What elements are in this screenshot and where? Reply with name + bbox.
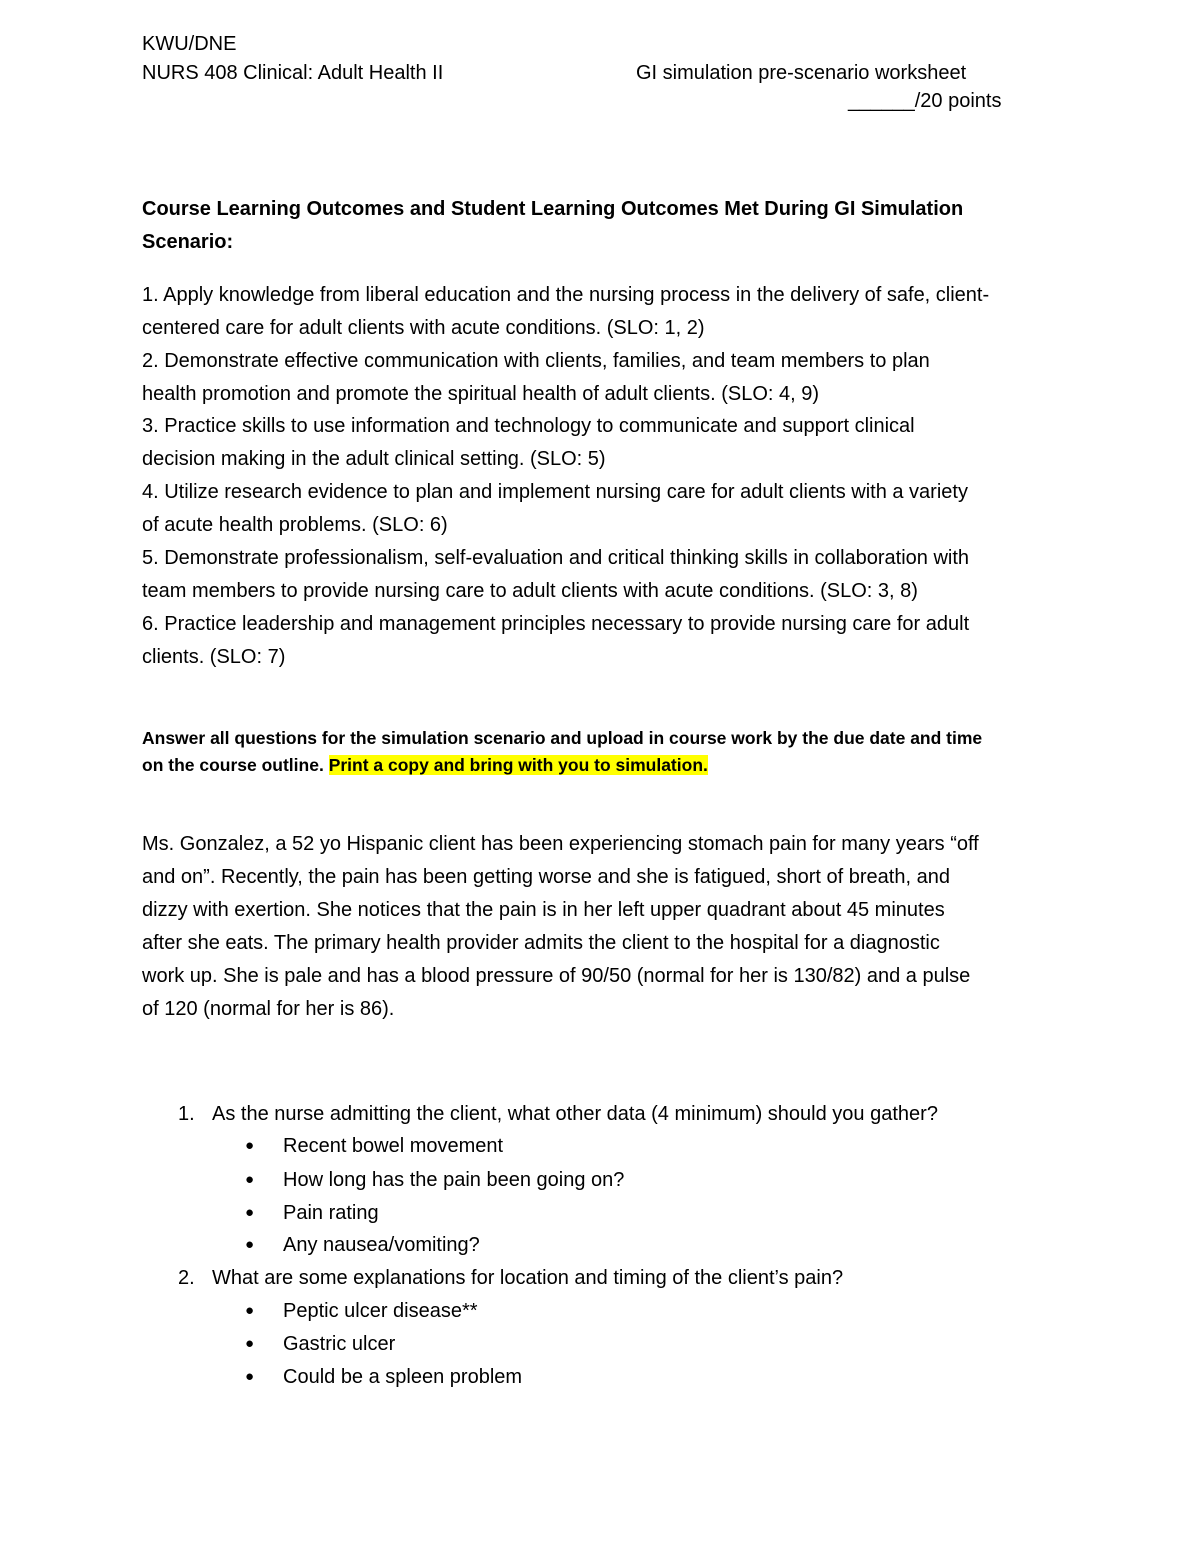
- bullet-icon: ●: [245, 1368, 255, 1385]
- scenario-line: dizzy with exertion. She notices that the pain is in her left upper quadrant about 45 minutes: [142, 899, 945, 921]
- question-text: As the nurse admitting the client, what other data (4 minimum) should you gather?: [212, 1103, 938, 1125]
- outcome-line: health promotion and promote the spiritual health of adult clients. (SLO: 4, 9): [142, 383, 820, 405]
- scenario-line: work up. She is pale and has a blood pressure of 90/50 (normal for her is 130/82) and a pulse: [142, 965, 971, 987]
- outcome-line: 6. Practice leadership and management principles necessary to provide nursing care for adult: [142, 613, 970, 635]
- outcome-line: 5. Demonstrate professionalism, self-evaluation and critical thinking skills in collaboration with: [142, 547, 970, 569]
- scenario-line: of 120 (normal for her is 86).: [142, 998, 395, 1020]
- outcome-line: team members to provide nursing care to adult clients with acute conditions. (SLO: 3, 8): [142, 580, 918, 602]
- header-worksheet-title: GI simulation pre-scenario worksheet: [636, 62, 967, 84]
- outcome-line: decision making in the adult clinical setting. (SLO: 5): [142, 448, 606, 470]
- answer-item: Pain rating: [283, 1202, 379, 1224]
- answer-item: Peptic ulcer disease**: [283, 1300, 478, 1322]
- instructions-text: on the course outline.: [142, 755, 329, 775]
- scenario-line: Ms. Gonzalez, a 52 yo Hispanic client has been experiencing stomach pain for many years “off: [142, 833, 979, 855]
- outcomes-heading-cont: Scenario:: [142, 231, 234, 253]
- header-points: ______/20 points: [848, 90, 1002, 112]
- outcome-line: 3. Practice skills to use information and technology to communicate and support clinical: [142, 415, 915, 437]
- instructions-line-2: [142, 752, 708, 778]
- bullet-icon: ●: [245, 1302, 255, 1319]
- outcome-line: 2. Demonstrate effective communication with clients, families, and team members to plan: [142, 350, 930, 372]
- outcome-line: 1. Apply knowledge from liberal education and the nursing process in the delivery of safe, client-: [142, 284, 990, 306]
- instructions-highlight: Print a copy and bring with you to simulation.: [328, 755, 708, 775]
- answer-item: Recent bowel movement: [283, 1135, 504, 1157]
- bullet-icon: ●: [245, 1204, 255, 1221]
- scenario-line: after she eats. The primary health provider admits the client to the hospital for a diagnostic: [142, 932, 940, 954]
- header-course: NURS 408 Clinical: Adult Health II: [142, 62, 444, 84]
- scenario-line: and on”. Recently, the pain has been getting worse and she is fatigued, short of breath, and: [142, 866, 950, 888]
- answer-item: Gastric ulcer: [283, 1333, 396, 1355]
- answer-item: How long has the pain been going on?: [283, 1169, 625, 1191]
- bullet-icon: ●: [245, 1335, 255, 1352]
- bullet-icon: ●: [245, 1171, 255, 1188]
- answer-item: Could be a spleen problem: [283, 1366, 523, 1388]
- outcome-line: clients. (SLO: 7): [142, 646, 286, 668]
- outcomes-heading: Course Learning Outcomes and Student Learning Outcomes Met During GI Simulation: [142, 198, 964, 220]
- bullet-icon: ●: [245, 1236, 255, 1253]
- header-org: KWU/DNE: [142, 33, 237, 55]
- question-text: What are some explanations for location and timing of the client’s pain?: [212, 1267, 844, 1289]
- question-number: 1.: [178, 1103, 195, 1125]
- answer-item: Any nausea/vomiting?: [283, 1234, 480, 1256]
- outcome-line: 4. Utilize research evidence to plan and implement nursing care for adult clients with a variety: [142, 481, 968, 503]
- instructions-line: Answer all questions for the simulation scenario and upload in course work by the due date and time: [142, 728, 983, 748]
- question-number: 2.: [178, 1267, 195, 1289]
- outcome-line: of acute health problems. (SLO: 6): [142, 514, 448, 536]
- bullet-icon: ●: [245, 1137, 255, 1154]
- outcome-line: centered care for adult clients with acute conditions. (SLO: 1, 2): [142, 317, 705, 339]
